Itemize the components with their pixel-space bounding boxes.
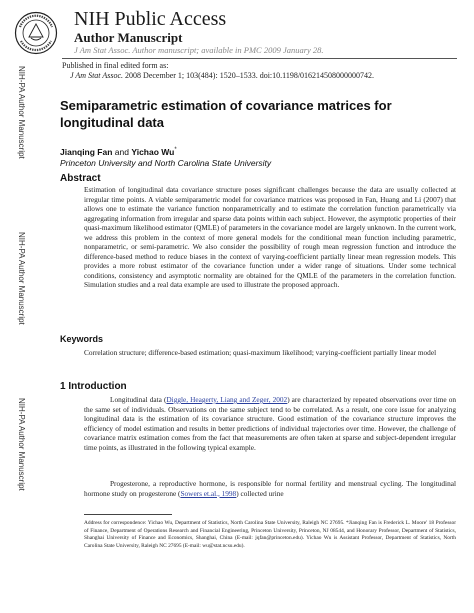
section-heading-introduction: 1 Introduction (60, 381, 127, 392)
repository-title: NIH Public Access (74, 8, 227, 30)
availability-note: J Am Stat Assoc. Author manuscript; available in PMC 2009 January 28. (74, 45, 324, 55)
published-label: Published in final edited form as: (62, 61, 169, 70)
sidebar-label: NIH-PA Author Manuscript (17, 232, 26, 325)
manuscript-label: Author Manuscript (74, 30, 183, 45)
citation-journal: J Am Stat Assoc. (70, 71, 124, 80)
intro-text: Longitudinal data ( (110, 395, 167, 404)
citation-details: 2008 December 1; 103(484): 1520–1533. doi:10.1198/016214508000000742. (123, 71, 375, 80)
author-name: Jianqing Fan (60, 147, 113, 157)
intro-text: Progesterone, a reproductive hormone, is responsible for normal fertility and menstrual cycling. The longitudinal hormone study on progesterone ( (84, 479, 456, 498)
author-name: Yichao Wu (131, 147, 175, 157)
header-divider (62, 58, 457, 59)
intro-text: ) collected urine (236, 488, 284, 498)
keywords-heading: Keywords (60, 334, 104, 344)
article-title: Semiparametric estimation of covariance matrices for longitudinal data (60, 98, 392, 130)
keywords-text: Correlation structure; difference-based estimation; quasi-maximum likelihood; varying-coefficient partially linear model (84, 348, 437, 357)
abstract-text: Estimation of longitudinal data covariance structure poses significant challenges because the data are usually collected at irregular time points. A viable semiparametric model for covariance matrices was proposed in Fan, Huang and Li (2007) that allows one to estimate the variance function nonparametrically and to estimate the correlation function parametrically via aggregating information from irregular and sparse data points within each subject. However, the asymptotic properties of their quasi-maximum likelihood estimator (QMLE) of parameters in the covariance model are largely unknown. In the current work, we address this problem in the context of more general models for the conditional mean function including parametric, nonparametric, or semi-parametric. We also consider the possibility of rough mean regression function and introduce the difference-based method to reduce biases in the context of varying-coefficient partially linear mean regression models. This provides a more robust estimator of the covariance function under a wider range of situations. Under some technical conditions, consistency and asymptotic normality are obtained for the QMLE of the parameters in the correlation function. Simulation studies and a real data example are used to illustrate the proposed approach. (84, 185, 456, 289)
sidebar-label: NIH-PA Author Manuscript (17, 66, 26, 159)
abstract-heading: Abstract (60, 173, 101, 184)
footnote-correspondence: Address for correspondence: Yichao Wu, Department of Statistics, North Carolina State University, Raleigh NC 27695. *Jianqing Fan is Frederick L. Moore' 18 Professor of Finance, Department of Operations Research and Financial Engineering, Princeton University, Princeton, NJ 08544, and Honorary Professor, Department of Statistics, Shanghai University of Finance and Economics, Shanghai, China (E-mail: jqfan@princeton.edu). Yichao Wu is Assistant Professor, Department of Statistics, North Carolina State University, Raleigh NC 27695 (E-mail: wu@stat.ncsu.edu). (84, 520, 456, 549)
nih-seal-logo (14, 11, 58, 55)
author-line (60, 147, 177, 157)
reference-link-sowers[interactable]: Sowers et.al., 1998 (180, 488, 237, 498)
sidebar-label: NIH-PA Author Manuscript (17, 398, 26, 491)
citation (70, 71, 374, 80)
author-conjunction: and (114, 147, 129, 157)
affiliation: Princeton University and North Carolina State University (60, 158, 272, 168)
reference-link-diggle[interactable]: Diggle, Heagerty, Liang and Zeger, 2002 (166, 395, 288, 404)
intro-text: ) are characterized by repeated observations over time on the same set of individuals. Observations on the same subject tend to be correlated. As a result, one core issue for analyzing longitudinal data is the estimation of its covariance structure. Good estimation of the covariance structure improves the efficiency of model estimation and results in better predictions of individual trajectories over time. However, the challenge of covariance matrix estimation comes from the fact that measurements are often taken at sparse and subject-dependent irregular time points, as illustrated in the following typical example. (84, 395, 457, 452)
author-footnote-mark: * (174, 147, 177, 154)
intro-paragraph-1 (84, 395, 456, 452)
intro-paragraph-2 (84, 479, 456, 498)
footnote-divider (84, 514, 172, 515)
